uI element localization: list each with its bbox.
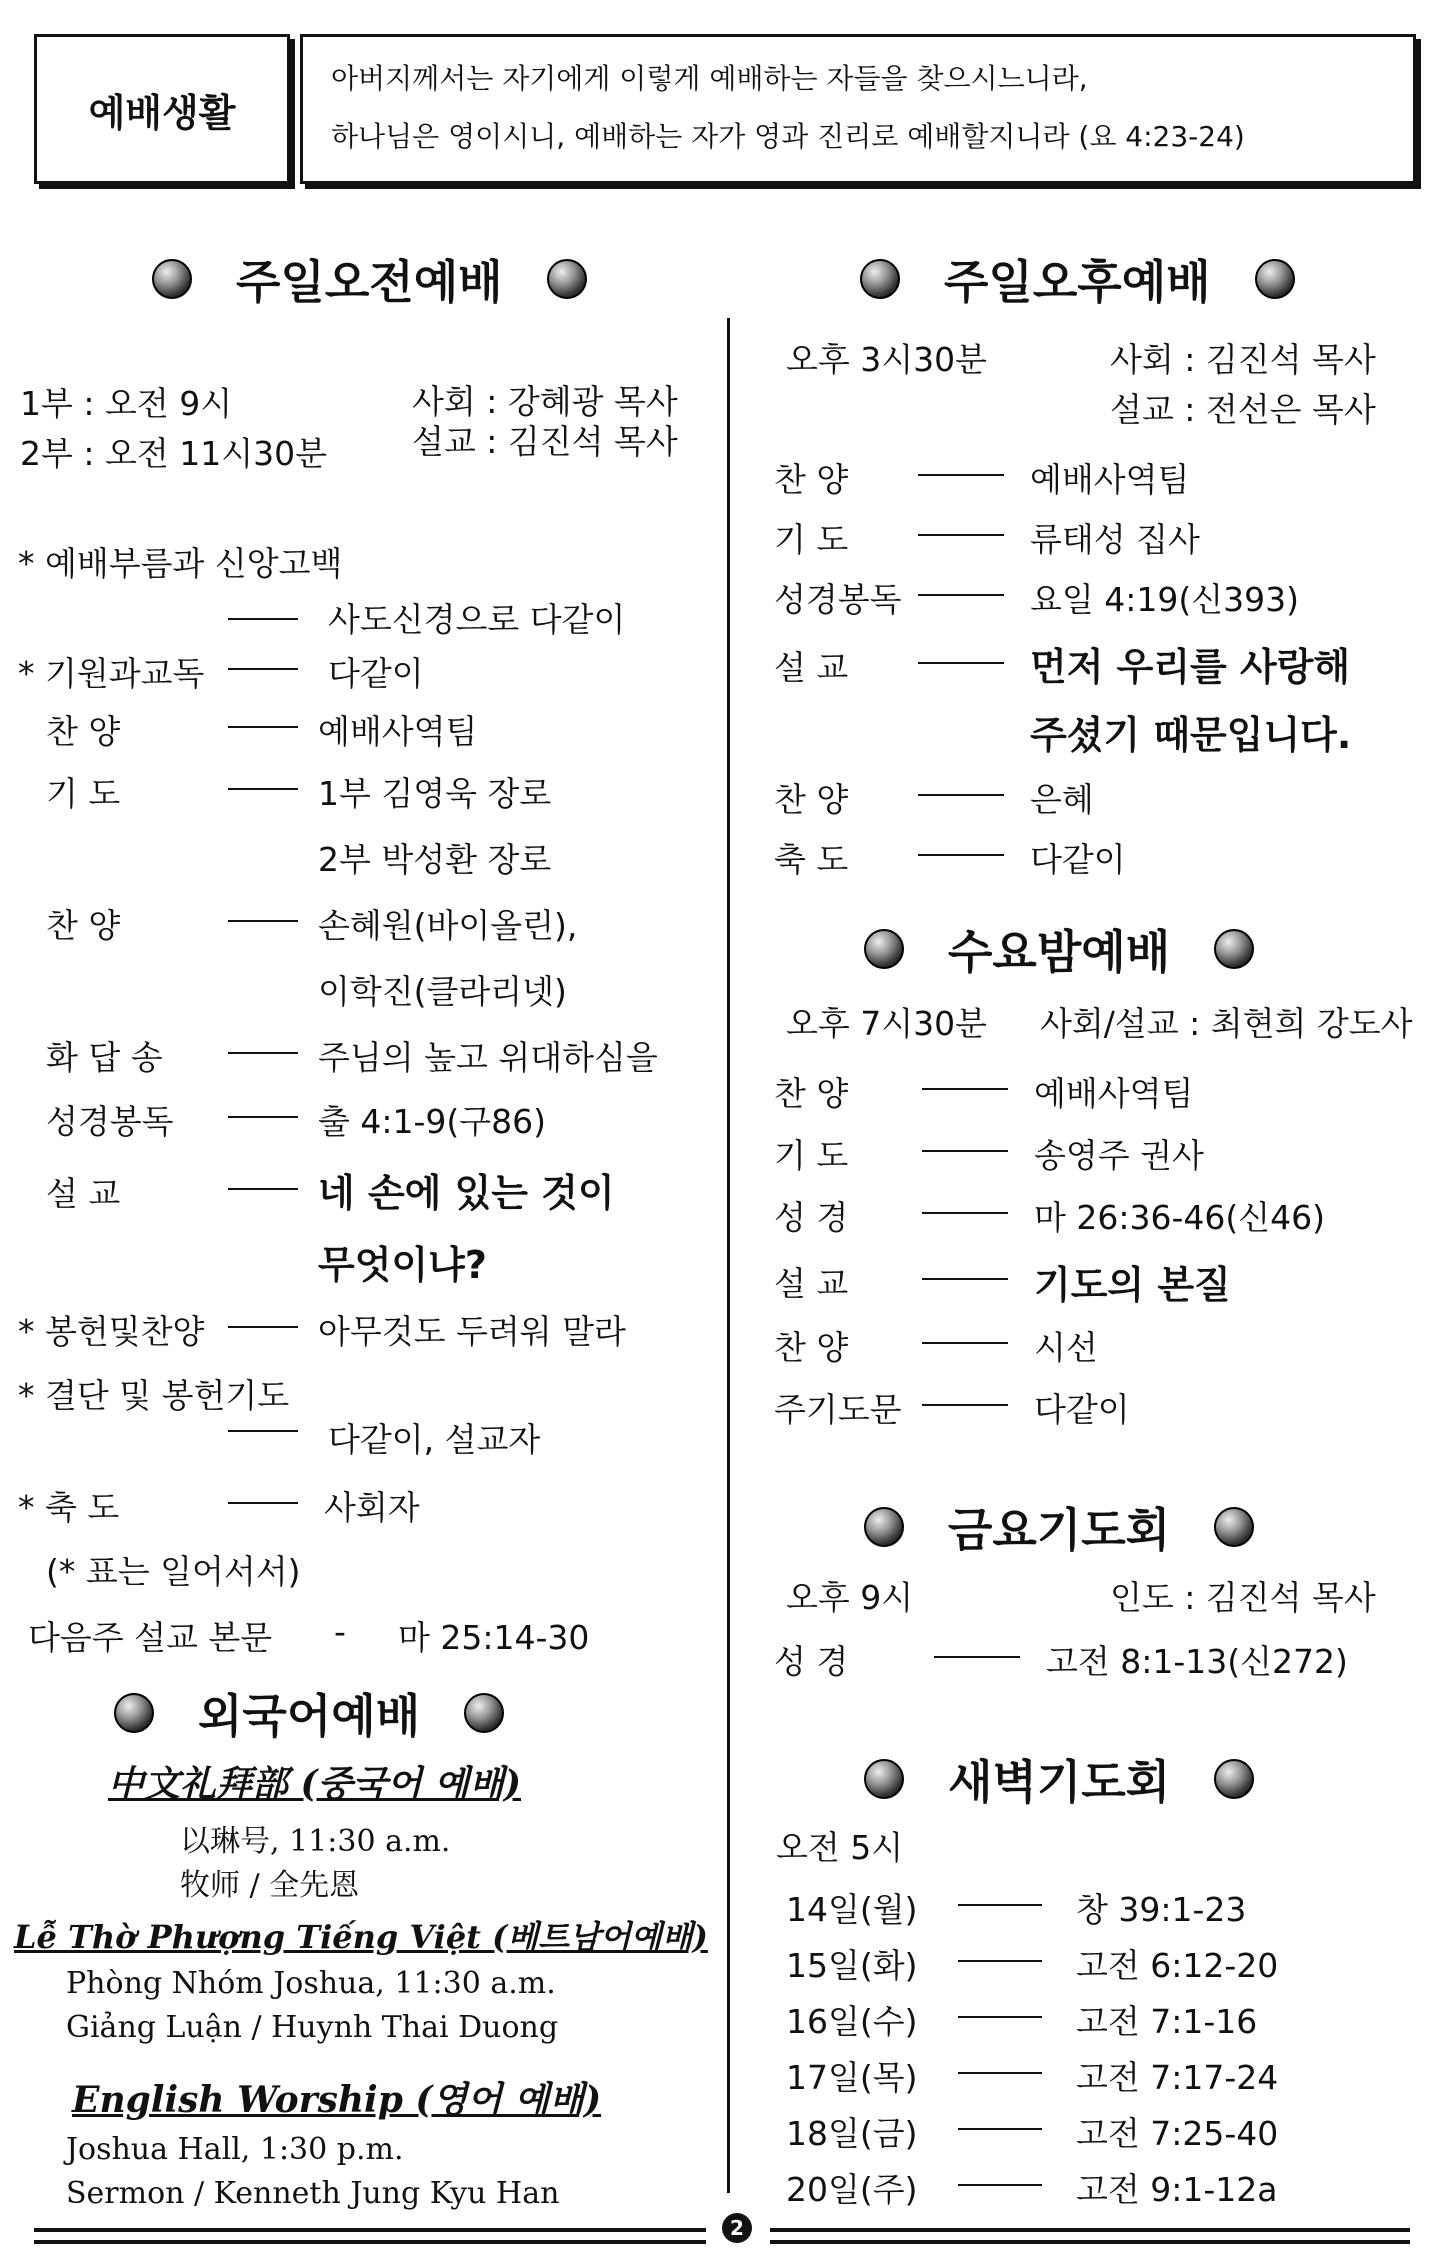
order-label: 찬 양 [46, 712, 121, 751]
footer-rule-right [770, 2228, 1410, 2244]
dash-line [228, 1326, 298, 1328]
dash-line [918, 594, 1004, 596]
english-line-1: Joshua Hall, 1:30 p.m. [66, 2132, 404, 2167]
dash-line [958, 2072, 1042, 2074]
header-title: 예배생활 [88, 90, 236, 135]
bullet-icon [1214, 1759, 1254, 1799]
dawn-day: 17일(목) [786, 2058, 918, 2097]
dash-line [922, 1278, 1008, 1280]
standing-note: (* 표는 일어서서) [46, 1552, 301, 1591]
dash-line [922, 1404, 1008, 1406]
chinese-line-1: 以琳号, 11:30 a.m. [180, 1824, 451, 1859]
dash-line [934, 1656, 1020, 1658]
order-value: 예배사역팀 [1034, 1074, 1194, 1113]
dash-line [958, 1960, 1042, 1962]
order-label: 설 교 [774, 648, 849, 687]
dawn-text: 고전 7:1-16 [1076, 2002, 1258, 2041]
morning-host: 사회 : 강혜광 목사 [412, 382, 678, 421]
dawn-text: 고전 7:17-24 [1076, 2058, 1279, 2097]
order-value: 고전 8:1-13(신272) [1046, 1642, 1348, 1681]
order-value: 시선 [1034, 1328, 1098, 1367]
sunday-afternoon-title: 주일오후예배 [944, 255, 1211, 309]
order-label: 주기도문 [774, 1390, 902, 1429]
dash-line [922, 1150, 1008, 1152]
dawn-title: 새벽기도회 [948, 1755, 1171, 1809]
order-value: 다같이 [1034, 1390, 1130, 1429]
sunday-morning-title: 주일오전예배 [236, 255, 503, 309]
english-service-title: English Worship (영어 예배) [72, 2079, 602, 2121]
vietnamese-line-1: Phòng Nhóm Joshua, 11:30 a.m. [66, 1966, 556, 2001]
dawn-day: 20일(주) [786, 2170, 918, 2209]
dash-line [228, 618, 298, 620]
dash-line [918, 474, 1004, 476]
bullet-icon [464, 1693, 504, 1733]
order-value: 다같이 [1030, 840, 1126, 879]
order-value: 류태성 집사 [1030, 520, 1200, 559]
order-value: 송영주 권사 [1034, 1136, 1204, 1175]
order-value: 예배사역팀 [1030, 460, 1190, 499]
page-number: 2 [722, 2213, 752, 2243]
order-label: 성 경 [774, 1198, 849, 1237]
order-label: 찬 양 [46, 906, 121, 945]
order-label: * 기원과교독 [18, 654, 205, 693]
next-week-text: 마 25:14-30 [398, 1618, 590, 1657]
english-line-2: Sermon / Kenneth Jung Kyu Han [66, 2176, 560, 2211]
order-label: * 결단 및 봉헌기도 [18, 1376, 290, 1415]
bullet-icon [547, 259, 587, 299]
next-week-sep: - [334, 1612, 346, 1651]
order-label: 화 답 송 [46, 1038, 163, 1077]
wednesday-time: 오후 7시30분 [786, 1004, 987, 1043]
sermon-title: 네 손에 있는 것이 [318, 1171, 615, 1215]
friday-leader: 인도 : 김진석 목사 [1110, 1578, 1376, 1617]
dawn-day: 16일(수) [786, 2002, 918, 2041]
dash-line [958, 1904, 1042, 1906]
sermon-title: 먼저 우리를 사랑해 [1030, 645, 1351, 689]
bullet-icon [114, 1693, 154, 1733]
bullet-icon [1214, 1507, 1254, 1547]
wednesday-title: 수요밤예배 [948, 925, 1171, 979]
wednesday-heading [864, 916, 1254, 982]
order-label: * 봉헌및찬양 [18, 1312, 205, 1351]
friday-heading [864, 1494, 1254, 1560]
dawn-time: 오전 5시 [776, 1828, 904, 1867]
vietnamese-service-title: Lễ Thờ Phượng Tiếng Việt (베트남어예배) [14, 1918, 708, 1956]
order-label: 찬 양 [774, 780, 849, 819]
order-label: 찬 양 [774, 1328, 849, 1367]
dawn-day: 18일(금) [786, 2114, 918, 2153]
bullet-icon [152, 259, 192, 299]
sunday-afternoon-heading [860, 246, 1295, 312]
order-value: 요일 4:19(신393) [1030, 580, 1299, 619]
order-label: 성경봉독 [774, 580, 902, 619]
bullet-icon [864, 1759, 904, 1799]
vietnamese-line-2: Giảng Luận / Huynh Thai Duong [66, 2010, 559, 2045]
dash-line [228, 920, 298, 922]
order-value: 주님의 높고 위대하심을 [318, 1038, 658, 1077]
bullet-icon [1214, 929, 1254, 969]
friday-time: 오후 9시 [786, 1578, 914, 1617]
dash-line [228, 668, 298, 670]
order-label: 기 도 [774, 1136, 849, 1175]
order-value: 출 4:1-9(구86) [318, 1102, 546, 1141]
dash-line [228, 1052, 298, 1054]
dash-line [918, 534, 1004, 536]
dawn-day: 14일(월) [786, 1890, 918, 1929]
bullet-icon [864, 929, 904, 969]
wednesday-host: 사회/설교 : 최현희 강도사 [1040, 1004, 1413, 1043]
order-value: 1부 김영욱 장로 [318, 774, 552, 813]
order-label: 설 교 [46, 1174, 121, 1213]
order-label: 성경봉독 [46, 1102, 174, 1141]
order-label: * 축 도 [18, 1488, 120, 1527]
sermon-title: 주셨기 때문입니다. [1030, 713, 1352, 757]
dash-line [958, 2128, 1042, 2130]
order-value: 2부 박성환 장로 [318, 840, 552, 879]
sunday-morning-heading [152, 246, 587, 312]
dawn-text: 고전 9:1-12a [1076, 2170, 1278, 2209]
friday-title: 금요기도회 [948, 1503, 1171, 1557]
footer-rule-left [34, 2228, 706, 2244]
morning-preacher: 설교 : 김진석 목사 [412, 422, 678, 461]
order-label: 축 도 [774, 840, 849, 879]
dawn-heading [864, 1746, 1254, 1812]
dash-line [922, 1088, 1008, 1090]
bullet-icon [1255, 259, 1295, 299]
order-value: 예배사역팀 [318, 712, 478, 751]
dawn-text: 고전 6:12-20 [1076, 1946, 1279, 1985]
order-value: 아무것도 두려워 말라 [318, 1312, 626, 1351]
afternoon-host: 사회 : 김진석 목사 [1110, 340, 1376, 379]
order-label: 성 경 [774, 1642, 849, 1681]
dash-line [918, 854, 1004, 856]
next-week-label: 다음주 설교 본문 [28, 1618, 273, 1657]
dash-line [228, 1188, 298, 1190]
sermon-title: 무엇이냐? [318, 1243, 487, 1287]
afternoon-time: 오후 3시30분 [786, 340, 987, 379]
header-title-box [34, 34, 290, 184]
sermon-title: 기도의 본질 [1034, 1263, 1231, 1307]
order-value: 다같이, 설교자 [328, 1420, 541, 1459]
order-value: 사도신경으로 다같이 [328, 600, 626, 639]
dawn-text: 고전 7:25-40 [1076, 2114, 1279, 2153]
order-value: 손혜원(바이올린), [318, 906, 578, 945]
chinese-line-2: 牧师 / 全先恩 [180, 1868, 360, 1903]
dash-line [958, 2016, 1042, 2018]
service-1-time: 1부 : 오전 9시 [20, 384, 233, 423]
dawn-text: 창 39:1-23 [1076, 1890, 1247, 1929]
order-value: 은혜 [1030, 780, 1094, 819]
dash-line [228, 788, 298, 790]
foreign-title: 외국어예배 [198, 1689, 421, 1743]
dash-line [958, 2184, 1042, 2186]
dash-line [228, 1116, 298, 1118]
dash-line [918, 794, 1004, 796]
dash-line [922, 1342, 1008, 1344]
bullet-icon [864, 1507, 904, 1547]
order-label: 찬 양 [774, 460, 849, 499]
column-divider [727, 318, 730, 2193]
foreign-heading [114, 1680, 504, 1746]
order-value: 사회자 [324, 1488, 420, 1527]
order-label: 기 도 [774, 520, 849, 559]
order-value: 이학진(클라리넷) [318, 972, 567, 1011]
order-label: * 예배부름과 신앙고백 [18, 544, 343, 583]
afternoon-preacher: 설교 : 전선은 목사 [1110, 390, 1376, 429]
dash-line [918, 662, 1004, 664]
order-value: 마 26:36-46(신46) [1034, 1198, 1325, 1237]
verse-line-2: 하나님은 영이시니, 예배하는 자가 영과 진리로 예배할지니라 (요 4:23-24) [331, 120, 1245, 153]
service-2-time: 2부 : 오전 11시30분 [20, 434, 327, 473]
dash-line [228, 726, 298, 728]
dash-line [228, 1430, 298, 1432]
dash-line [228, 1502, 298, 1504]
verse-line-1: 아버지께서는 자기에게 이렇게 예배하는 자들을 찾으시느니라, [331, 62, 1088, 95]
order-label: 찬 양 [774, 1074, 849, 1113]
header-verse-box [300, 34, 1416, 184]
chinese-service-title: 中文礼拜部 (중국어 예배) [108, 1763, 522, 1805]
order-value: 다같이 [328, 654, 424, 693]
dash-line [922, 1212, 1008, 1214]
dawn-day: 15일(화) [786, 1946, 918, 1985]
bullet-icon [860, 259, 900, 299]
order-label: 기 도 [46, 774, 121, 813]
order-label: 설 교 [774, 1264, 849, 1303]
